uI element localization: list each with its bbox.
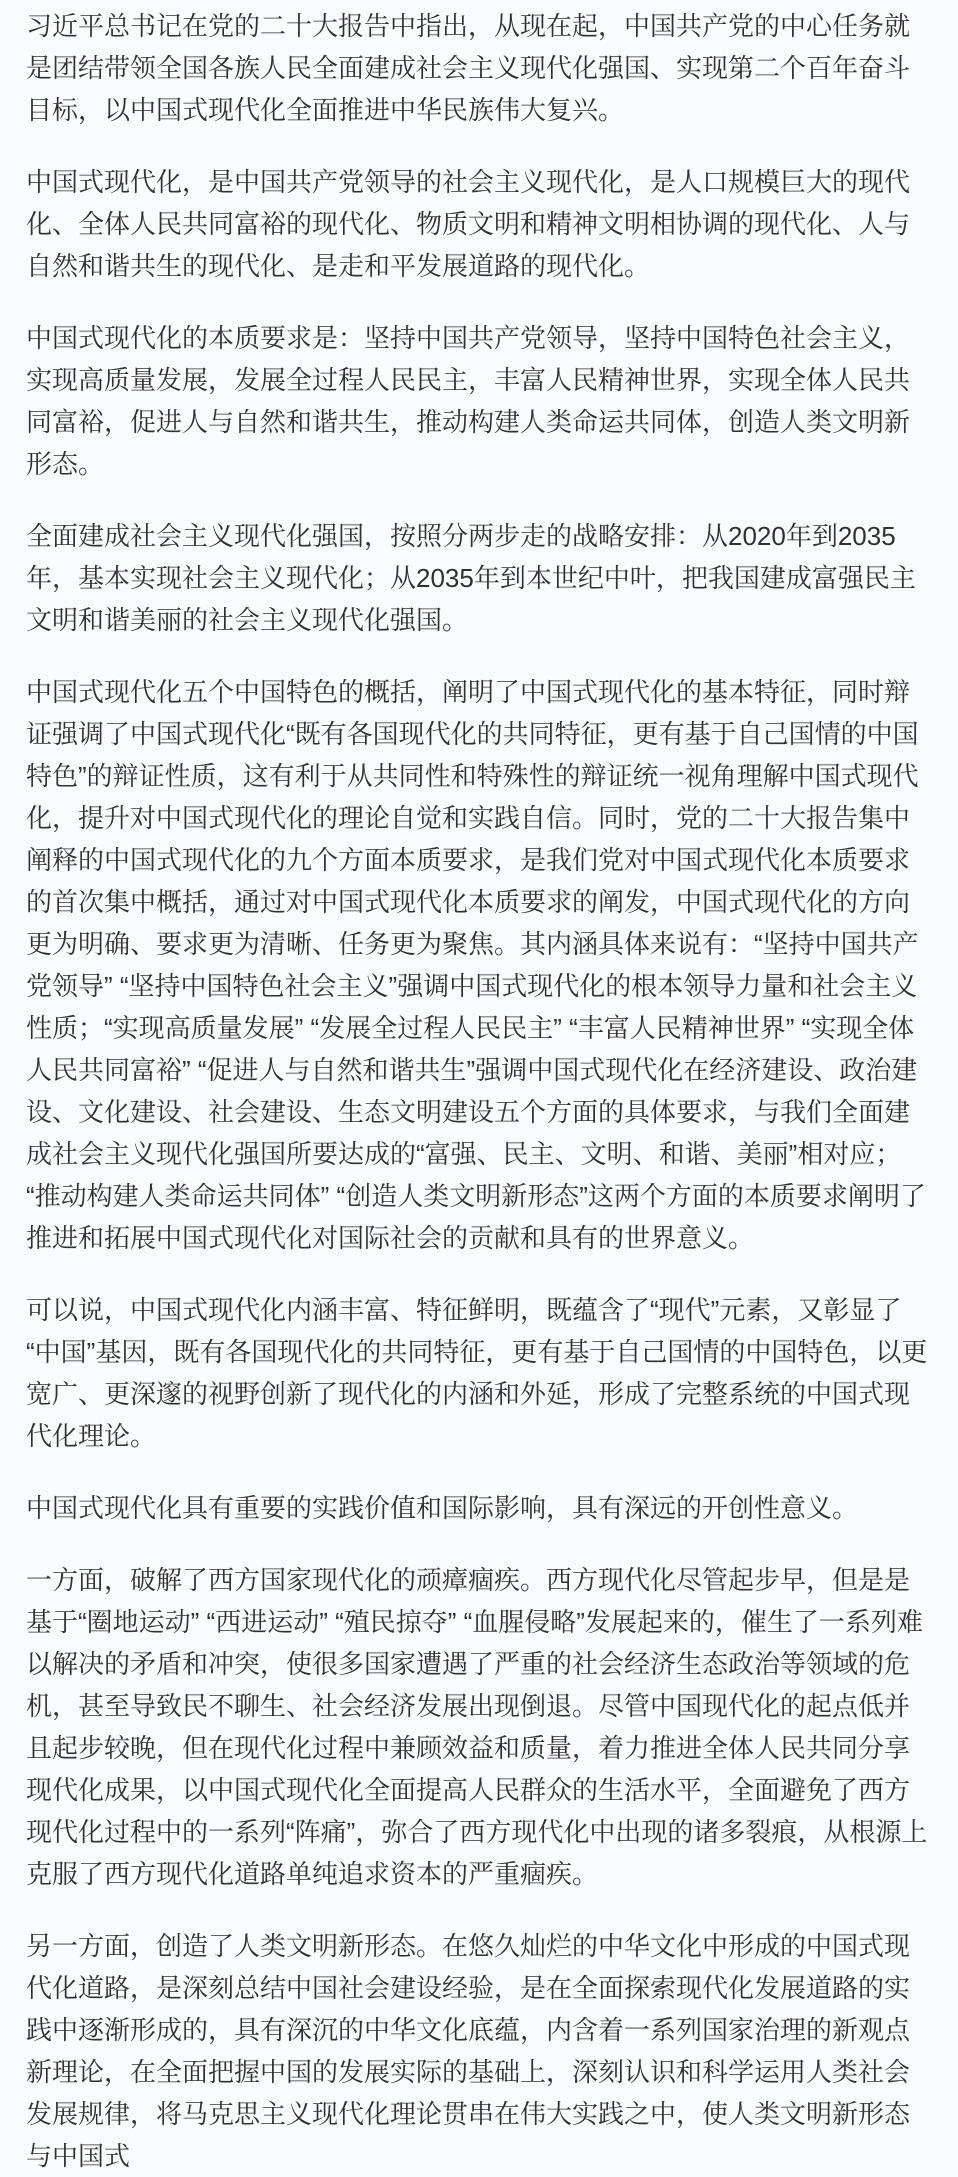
paragraph-western-modernization-ills: 一方面，破解了西方国家现代化的顽瘴痼疾。西方现代化尽管起步早，但是是基于“圈地运动” “西进运动” “殖民掠夺” “血腥侵略”发展起来的，催生了一系列难以解决的矛盾和冲突，使很多国家遭遇了严重的社会经济生态政治等领域的危机，甚至导致民不聊生、社会经济发展出现倒退。尽管中国现代化的起点低并且起步较晚，但在现代化过程中兼顾效益和质量，着力推进全体人民共同分享现代化成果，以中国式现代化全面提高人民群众的生活水平，全面避免了西方现代化过程中的一系列“阵痛”，弥合了西方现代化中出现的诸多裂痕，从根源上克服了西方现代化道路单纯追求资本的严重痼疾。 <box>26 1565 928 1889</box>
paragraph-practical-value: 中国式现代化具有重要的实践价值和国际影响，具有深远的开创性意义。 <box>26 1493 859 1523</box>
paragraph-rich-connotation: 可以说，中国式现代化内涵丰富、特征鲜明，既蕴含了“现代”元素，又彰显了“中国”基因，既有各国现代化的共同特征，更有基于自己国情的中国特色，以更宽广、更深邃的视野创新了现代化的内涵和外延，形成了完整系统的中国式现代化理论。 <box>26 1295 928 1451</box>
paragraph-two-step-strategy: 全面建成社会主义现代化强国，按照分两步走的战略安排：从2020年到2035年，基本实现社会主义现代化；从2035年到本世纪中叶，把我国建成富强民主文明和谐美丽的社会主义现代化强国。 <box>26 521 916 635</box>
paragraph-nine-aspects-analysis: 中国式现代化五个中国特色的概括，阐明了中国式现代化的基本特征，同时辩证强调了中国式现代化“既有各国现代化的共同特征，更有基于自己国情的中国特色”的辩证性质，这有利于从共同性和特殊性的辩证统一视角理解中国式现代化，提升对中国式现代化的理论自觉和实践自信。同时，党的二十大报告集中阐释的中国式现代化的九个方面本质要求，是我们党对中国式现代化本质要求的首次集中概括，通过对中国式现代化本质要求的阐发，中国式现代化的方向更为明确、要求更为清晰、任务更为聚焦。其内涵具体来说有：“坚持中国共产党领导” “坚持中国特色社会主义”强调中国式现代化的根本领导力量和社会主义性质；“实现高质量发展” “发展全过程人民民主” “丰富人民精神世界” “实现全体人民共同富裕” “促进人与自然和谐共生”强调中国式现代化在经济建设、政治建设、文化建设、社会建设、生态文明建设五个方面的具体要求，与我们全面建成社会主义现代化强国所要达成的“富强、民主、文明、和谐、美丽”相对应；“推动构建人类命运共同体” “创造人类文明新形态”这两个方面的本质要求阐明了推进和拓展中国式现代化对国际社会的贡献和具有的世界意义。 <box>26 677 926 1253</box>
paragraph-intro-20th-congress: 习近平总书记在党的二十大报告中指出，从现在起，中国共产党的中心任务就是团结带领全国各族人民全面建成社会主义现代化强国、实现第二个百年奋斗目标，以中国式现代化全面推进中华民族伟大复兴。 <box>26 11 911 125</box>
paragraph-new-form-of-civilization: 另一方面，创造了人类文明新形态。在悠久灿烂的中华文化中形成的中国式现代化道路，是深刻总结中国社会建设经验，是在全面探索现代化发展道路的实践中逐渐形成的，具有深沉的中华文化底蕴，内含着一系列国家治理的新观点新理论，在全面把握中国的发展实际的基础上，深刻认识和科学运用人类社会发展规律，将马克思主义现代化理论贯串在伟大实践之中，使人类文明新形态与中国式 <box>26 1931 911 2171</box>
paragraph-essential-requirements: 中国式现代化的本质要求是：坚持中国共产党领导，坚持中国特色社会主义，实现高质量发展，发展全过程人民民主，丰富人民精神世界，实现全体人民共同富裕，促进人与自然和谐共生，推动构建人类命运共同体，创造人类文明新形态。 <box>26 323 911 479</box>
paragraph-five-characteristics: 中国式现代化，是中国共产党领导的社会主义现代化，是人口规模巨大的现代化、全体人民共同富裕的现代化、物质文明和精神文明相协调的现代化、人与自然和谐共生的现代化、是走和平发展道路的现代化。 <box>26 167 911 281</box>
